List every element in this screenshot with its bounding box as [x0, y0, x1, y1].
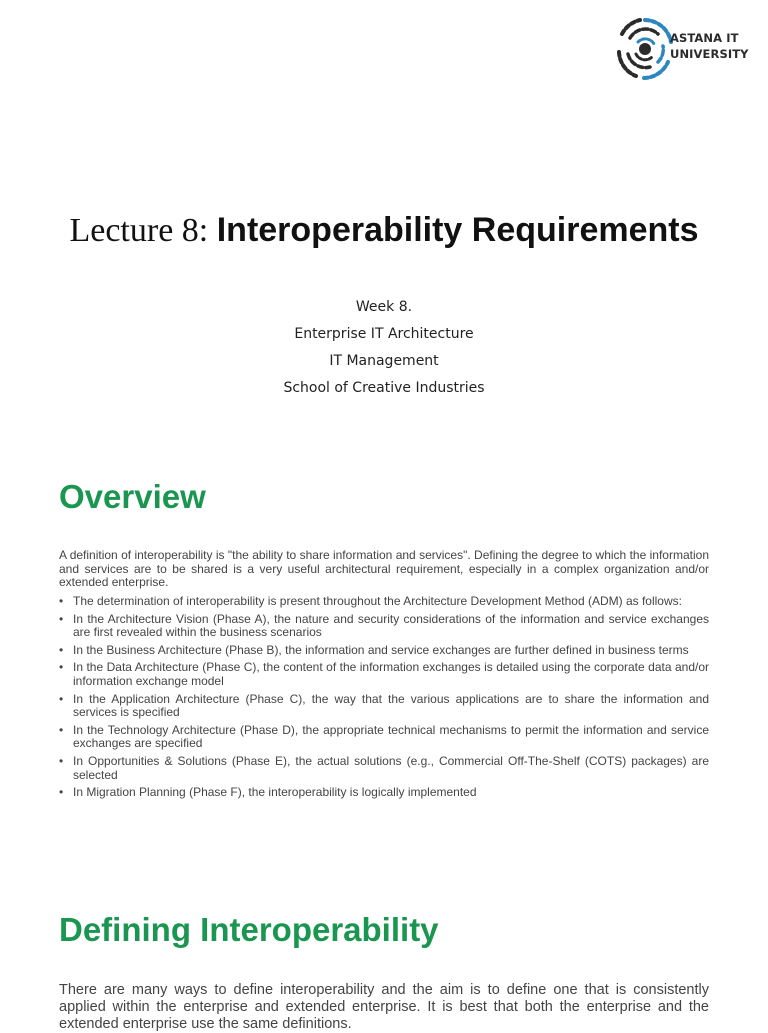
list-item: • In the Application Architecture (Phase C), the way that the various applications are to share the information and services is specified — [59, 693, 709, 720]
page-title — [0, 208, 768, 253]
overview-bullet-list — [59, 595, 709, 804]
overview-heading: Overview — [59, 478, 206, 515]
list-item: • In Opportunities & Solutions (Phase E), the actual solutions (e.g., Commercial Off-The-Shelf (COTS) packages) are selected — [59, 755, 709, 782]
subtitle-program: IT Management — [329, 353, 439, 369]
logo-line-2: UNIVERSITY — [670, 47, 749, 61]
list-item: • In Migration Planning (Phase F), the interoperability is logically implemented — [59, 786, 709, 800]
subtitle-week: Week 8. — [355, 299, 413, 315]
overview-intro: A definition of interoperability is "the ability to share information and services". Defining the degree to which the information and services are to be shared is a very useful architectural requirement, especially in a complex organization and/or extended enterprise. — [59, 548, 709, 590]
list-item: • In the Architecture Vision (Phase A), the nature and security considerations of the information and service exchanges are first revealed within the business scenarios — [59, 613, 709, 640]
list-item: • The determination of interoperability is present throughout the Architecture Development Method (ADM) as follows: — [59, 595, 709, 609]
list-item: • In the Technology Architecture (Phase D), the appropriate technical mechanisms to permit the information and service exchanges are specified — [59, 724, 709, 751]
list-item: • In the Business Architecture (Phase B), the information and service exchanges are further defined in business terms — [59, 644, 709, 658]
logo-line-1: ASTANA IT — [670, 31, 739, 45]
list-item: • In the Data Architecture (Phase C), the content of the information exchanges is detailed using the corporate data and/or information exchange model — [59, 661, 709, 688]
logo-emblem-icon — [614, 12, 676, 84]
university-logo — [614, 12, 754, 84]
subtitle-school: School of Creative Industries — [283, 380, 485, 396]
defining-paragraph: There are many ways to define interoperability and the aim is to define one that is consistently applied within the enterprise and extended enterprise. It is best that both the enterprise and the extended enterprise use the same definitions. — [59, 982, 709, 1032]
title-prefix: Lecture 8: — [69, 212, 217, 249]
logo-wordmark — [670, 30, 760, 62]
defining-heading: Defining Interoperability — [59, 911, 439, 948]
subtitle-course: Enterprise IT Architecture — [294, 326, 474, 342]
subtitle-block — [0, 294, 768, 402]
title-main: Interoperability Requirements — [216, 211, 699, 249]
